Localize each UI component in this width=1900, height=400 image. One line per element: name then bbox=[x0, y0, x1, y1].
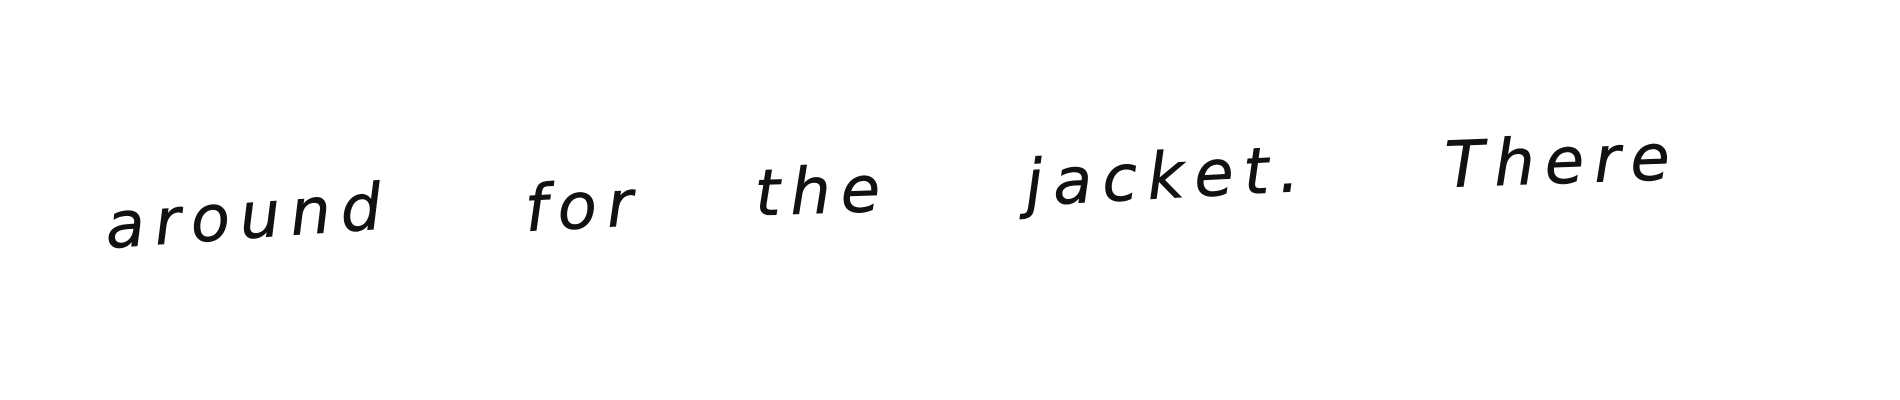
handwritten-word: jacket. bbox=[1023, 132, 1311, 222]
handwritten-word: There bbox=[1443, 120, 1681, 204]
handwritten-word: the bbox=[753, 152, 892, 232]
handwritten-word: around bbox=[102, 170, 394, 264]
handwritten-word: for bbox=[523, 166, 645, 248]
